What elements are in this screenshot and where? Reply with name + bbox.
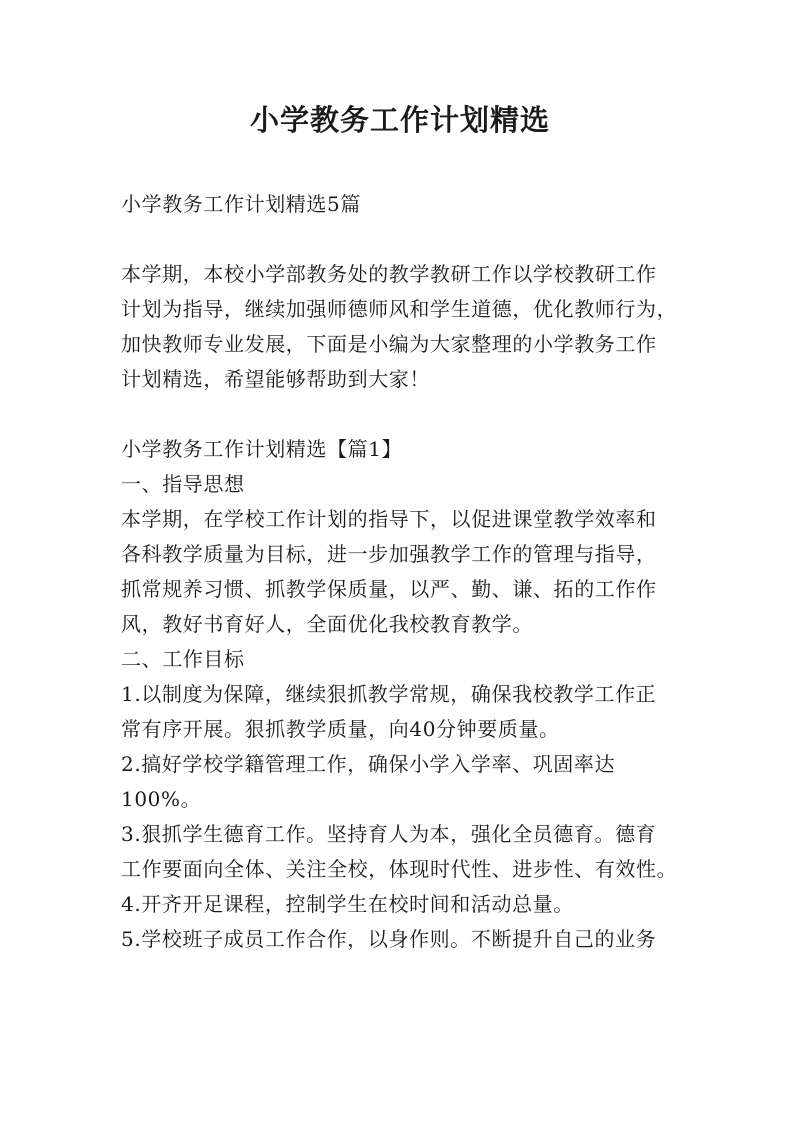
part1-heading: 一、指导思想: [121, 472, 245, 496]
part2-line: 100%。: [121, 787, 202, 811]
document-body: [121, 187, 687, 957]
part1-line: 本学期，在学校工作计划的指导下，以促进课堂教学效率和: [121, 507, 657, 531]
part2-line: 工作要面向全体、关注全校，体现时代性、进步性、有效性。: [121, 857, 678, 881]
part2-line: 4.开齐开足课程，控制学生在校时间和活动总量。: [121, 892, 574, 916]
intro-line: 本学期，本校小学部教务处的教学教研工作以学校教研工作: [121, 262, 657, 286]
part2-line: 3.狠抓学生德育工作。坚持育人为本，强化全员德育。德育: [121, 822, 657, 846]
spacer: [121, 397, 687, 432]
part1-line: 各科教学质量为目标，进一步加强教学工作的管理与指导，: [121, 542, 657, 566]
part1-line: 抓常规养习惯、抓教学保质量，以严、勤、谦、拓的工作作: [121, 577, 657, 601]
part2-line: 5.学校班子成员工作合作，以身作则。不断提升自己的业务: [121, 927, 657, 951]
spacer: [121, 222, 687, 257]
intro-line: 加快教师专业发展，下面是小编为大家整理的小学教务工作: [121, 332, 657, 356]
part1-line: 风，教好书育好人，全面优化我校教育教学。: [121, 612, 533, 636]
document-title: 小学教务工作计划精选: [249, 103, 550, 137]
part2-heading: 二、工作目标: [121, 647, 245, 671]
intro-line: 计划为指导，继续加强师德师风和学生道德，优化教师行为，: [121, 297, 678, 321]
section-heading: 小学教务工作计划精选【篇1】: [121, 437, 403, 461]
intro-line: 计划精选，希望能够帮助到大家！: [121, 367, 430, 391]
part2-line: 1.以制度为保障，继续狠抓教学常规，确保我校教学工作正: [121, 682, 657, 706]
part2-line: 2.搞好学校学籍管理工作，确保小学入学率、巩固率达: [121, 752, 616, 776]
part2-line: 常有序开展。狠抓教学质量，向40分钟要质量。: [121, 717, 560, 741]
document-subtitle: 小学教务工作计划精选5篇: [121, 192, 361, 216]
